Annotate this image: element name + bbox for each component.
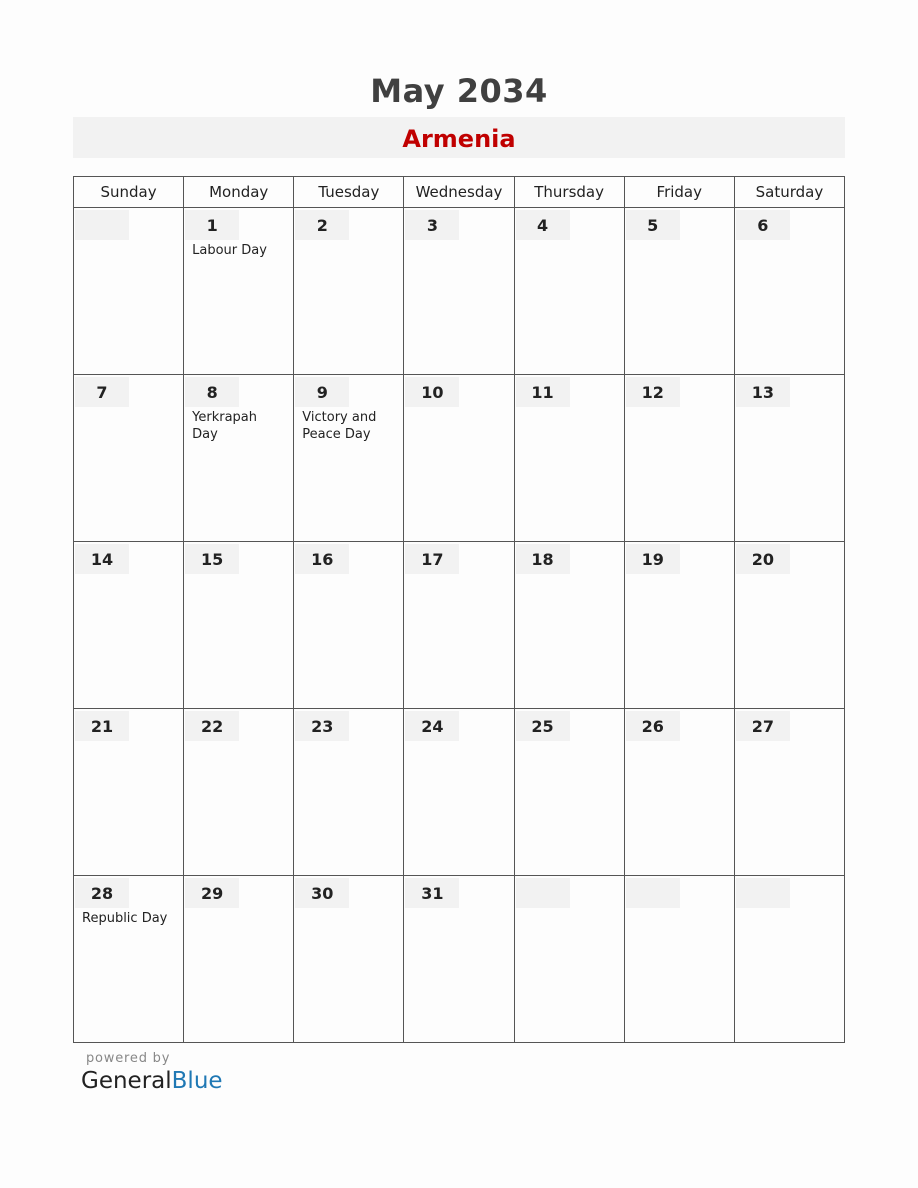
day-number: 31 — [405, 878, 459, 908]
weekday-monday: Monday — [184, 177, 294, 208]
day-cell — [734, 208, 844, 375]
day-cell — [184, 876, 294, 1043]
day-cell — [624, 876, 734, 1043]
day-number: 1 — [185, 210, 239, 240]
day-number: 12 — [626, 377, 680, 407]
day-cell — [294, 709, 404, 876]
day-cell — [514, 542, 624, 709]
day-cell — [184, 375, 294, 542]
day-cell — [734, 542, 844, 709]
week-row — [74, 709, 845, 876]
weekday-header-row — [74, 177, 845, 208]
calendar-grid — [73, 176, 845, 1043]
day-cell — [624, 375, 734, 542]
week-row — [74, 208, 845, 375]
day-number — [736, 878, 790, 908]
day-number: 17 — [405, 544, 459, 574]
day-number: 3 — [405, 210, 459, 240]
weekday-wednesday: Wednesday — [404, 177, 514, 208]
day-number: 9 — [295, 377, 349, 407]
day-cell — [184, 709, 294, 876]
day-cell — [294, 542, 404, 709]
day-cell — [74, 876, 184, 1043]
day-cell — [624, 208, 734, 375]
day-cell — [74, 542, 184, 709]
day-cell — [624, 709, 734, 876]
day-number: 5 — [626, 210, 680, 240]
day-cell — [514, 375, 624, 542]
day-cell — [404, 876, 514, 1043]
day-number: 22 — [185, 711, 239, 741]
holiday-label: Yerkrapah Day — [192, 410, 257, 442]
day-cell — [184, 208, 294, 375]
day-cell — [294, 876, 404, 1043]
day-number: 21 — [75, 711, 129, 741]
day-number: 23 — [295, 711, 349, 741]
day-number — [75, 210, 129, 240]
day-cell — [74, 709, 184, 876]
day-number — [516, 878, 570, 908]
day-cell — [734, 375, 844, 542]
day-number: 16 — [295, 544, 349, 574]
holiday-label: Republic Day — [82, 911, 168, 926]
day-number: 24 — [405, 711, 459, 741]
day-number: 28 — [75, 878, 129, 908]
page-title: May 2034 — [370, 72, 548, 110]
holiday-label: Labour Day — [192, 243, 267, 258]
day-cell — [404, 709, 514, 876]
brand-part-general: General — [81, 1068, 172, 1094]
day-number: 8 — [185, 377, 239, 407]
week-row — [74, 375, 845, 542]
day-number: 11 — [516, 377, 570, 407]
day-number: 19 — [626, 544, 680, 574]
day-number: 4 — [516, 210, 570, 240]
day-number: 18 — [516, 544, 570, 574]
week-row — [74, 876, 845, 1043]
day-number: 7 — [75, 377, 129, 407]
generalblue-logo — [81, 1068, 223, 1094]
brand-part-blue: Blue — [171, 1068, 223, 1094]
day-number: 29 — [185, 878, 239, 908]
day-number: 20 — [736, 544, 790, 574]
weekday-tuesday: Tuesday — [294, 177, 404, 208]
day-number — [626, 878, 680, 908]
day-cell — [74, 208, 184, 375]
weekday-friday: Friday — [624, 177, 734, 208]
day-cell — [404, 375, 514, 542]
country-banner: Armenia — [73, 117, 845, 158]
day-number: 13 — [736, 377, 790, 407]
day-number: 30 — [295, 878, 349, 908]
week-row — [74, 542, 845, 709]
day-number: 14 — [75, 544, 129, 574]
day-number: 27 — [736, 711, 790, 741]
day-number: 2 — [295, 210, 349, 240]
day-number: 26 — [626, 711, 680, 741]
powered-by-label: powered by — [86, 1051, 171, 1066]
day-cell — [404, 208, 514, 375]
day-cell — [514, 208, 624, 375]
day-cell — [184, 542, 294, 709]
day-cell — [514, 709, 624, 876]
day-number: 10 — [405, 377, 459, 407]
day-cell — [624, 542, 734, 709]
weekday-thursday: Thursday — [514, 177, 624, 208]
day-cell — [74, 375, 184, 542]
day-cell — [514, 876, 624, 1043]
weekday-saturday: Saturday — [734, 177, 844, 208]
day-number: 6 — [736, 210, 790, 240]
day-cell — [404, 542, 514, 709]
day-number: 15 — [185, 544, 239, 574]
day-cell — [294, 375, 404, 542]
holiday-label: Victory and Peace Day — [302, 410, 377, 442]
weekday-sunday: Sunday — [74, 177, 184, 208]
day-cell — [734, 876, 844, 1043]
day-cell — [294, 208, 404, 375]
day-number: 25 — [516, 711, 570, 741]
day-cell — [734, 709, 844, 876]
